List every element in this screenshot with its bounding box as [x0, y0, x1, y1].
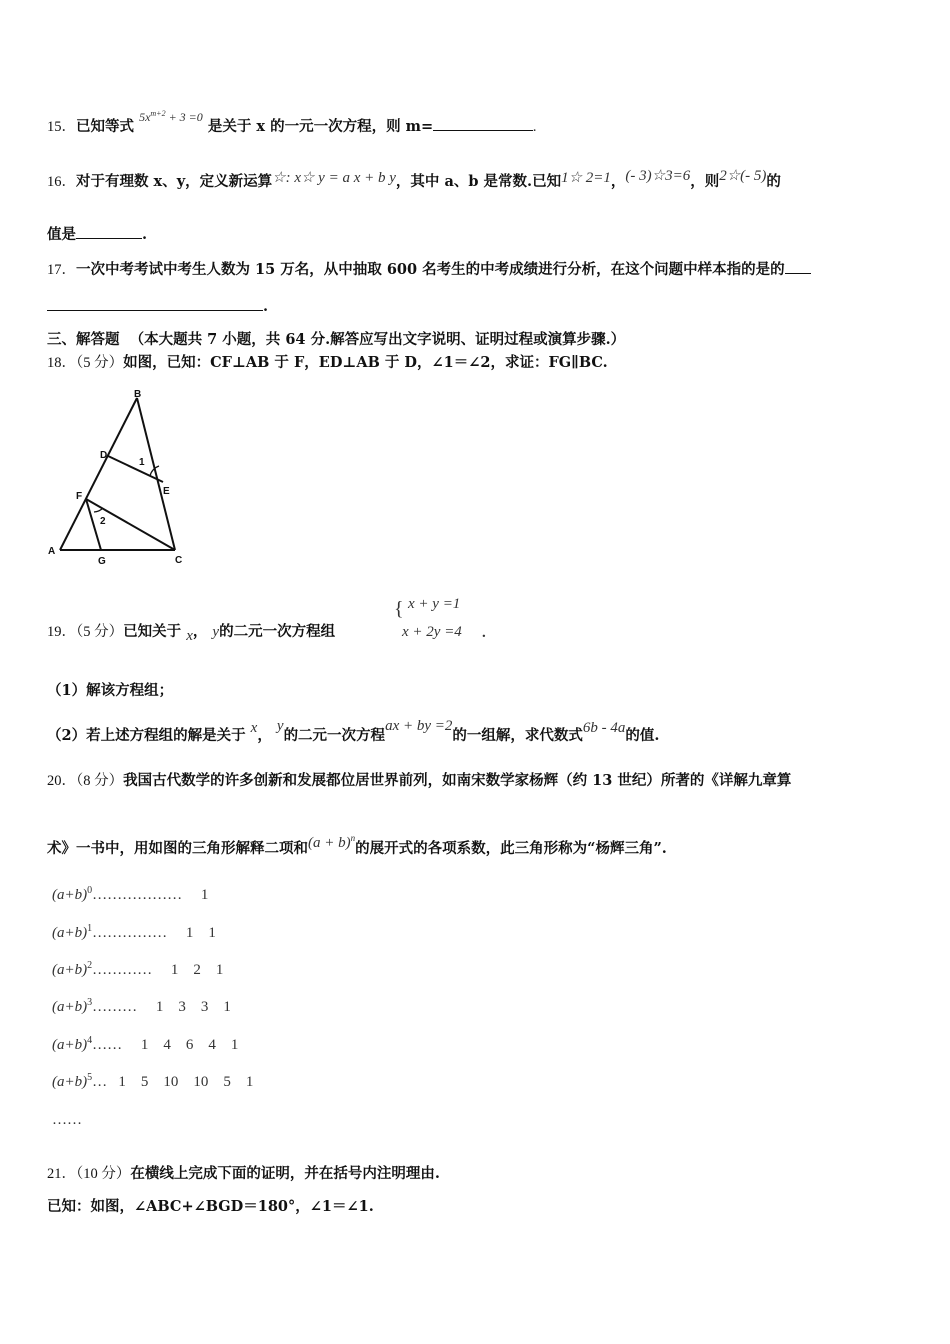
row-exp: 0 [87, 885, 93, 896]
question-16 [47, 168, 910, 192]
label-a: A [48, 546, 56, 557]
row-exp: 4 [87, 1035, 93, 1046]
row-lhs: (a+b) [52, 887, 88, 903]
q20-line2-a: 术》一书中，用如图的三角形解释二项和 [47, 840, 308, 857]
q21-text: 在横线上完成下面的证明，并在括号内注明理由. [130, 1165, 440, 1182]
row-lhs: (a+b) [52, 999, 88, 1015]
binomial-expression [308, 835, 355, 851]
q16-operation-definition: ☆: x☆ y = a x + b y [272, 170, 396, 186]
label-d: D [100, 450, 108, 461]
row-exp: 1 [87, 923, 93, 934]
q15-equation [139, 110, 203, 124]
system-end: . [482, 625, 486, 641]
row-exp: 5 [87, 1072, 93, 1083]
label-c: C [175, 555, 183, 566]
q16-condition-2: (- 3)☆3=6 [625, 168, 691, 184]
row-coefficients: 1 [200, 887, 209, 903]
row-dots: ………… [92, 962, 153, 978]
q16-condition-1: 1☆ 2=1 [561, 170, 611, 186]
q20-line2-b: 的展开式的各项系数，此三角形称为“杨辉三角”. [355, 840, 667, 857]
q16-target: 2☆(- 5) [719, 168, 767, 184]
label-g: G [98, 556, 106, 567]
row-dots: … [92, 1074, 108, 1090]
triangle-row [52, 1035, 238, 1054]
q19-part2-d: 的值. [625, 727, 660, 744]
angle-2-arc [94, 508, 103, 512]
question-19-part2 [47, 718, 910, 746]
answer-blank-17a[interactable] [785, 259, 811, 274]
row-exp: 2 [87, 960, 93, 971]
q19-part1: （1）解该方程组； [47, 682, 174, 699]
label-e: E [163, 486, 170, 497]
question-17 [47, 259, 910, 280]
side-bc [137, 398, 175, 550]
var-x: x [186, 628, 193, 644]
section-note: （本大题共 7 小题，共 64 分.解答应写出文字说明、证明过程或演算步骤.） [129, 331, 626, 348]
triangle-ellipsis: …… [52, 1112, 82, 1128]
triangle-row [52, 997, 231, 1016]
q18-text: 如图，已知：CF⊥AB 于 F，ED⊥AB 于 D，∠1＝∠2，求证：FG∥BC. [123, 354, 608, 371]
question-score: （5 分） [76, 355, 124, 371]
q21-given: 已知：如图，∠ABC+∠BGD＝180°，∠1＝∠1. [47, 1198, 374, 1215]
label-f: F [76, 491, 83, 502]
question-15 [47, 109, 910, 137]
question-21-given [47, 1197, 910, 1217]
binomial-exponent: n [350, 833, 356, 843]
row-lhs: (a+b) [52, 1074, 88, 1090]
row-lhs: (a+b) [52, 1037, 88, 1053]
q19-text2: 的二元一次方程组 [219, 623, 336, 640]
q17-end: . [263, 298, 269, 315]
q16-middle: ，其中 a、b 是常数.已知 [395, 173, 562, 190]
q18-triangle-figure [46, 386, 196, 572]
system-equation-1: x + y =1 [408, 596, 461, 612]
q17-text: 一次中考考试中考生人数为 15 万名，从中抽取 600 名考生的中考成绩进行分析，在这个问题中样本指的是的 [76, 261, 785, 278]
question-21 [47, 1164, 910, 1184]
row-coefficients: 1 2 1 [170, 962, 224, 978]
q16-sep: ， [610, 173, 626, 190]
triangle-row [52, 923, 216, 942]
question-20-line2 [47, 834, 910, 859]
label-b: B [134, 389, 142, 400]
question-number: 19． [47, 624, 76, 640]
question-score: （5 分） [76, 624, 124, 640]
question-number: 17． [47, 262, 76, 278]
row-dots: …… [92, 1037, 123, 1053]
q16-then: ，则 [690, 173, 720, 190]
question-number: 15． [47, 119, 76, 135]
label-angle-2: 2 [100, 516, 106, 527]
q19-comma: ， [192, 623, 208, 640]
q20-line1: 我国古代数学的许多创新和发展都位居世界前列，如南宋数学家杨辉（约 13 世纪）所著的《详解九章算 [123, 772, 792, 789]
label-angle-1: 1 [139, 457, 145, 468]
q19-part2-b: 的二元一次方程 [283, 727, 386, 744]
q19-comma: ， [257, 727, 272, 744]
triangle-row [52, 1072, 253, 1091]
binomial-base: (a + b) [308, 835, 351, 851]
q16-line2-end: . [142, 226, 148, 243]
q15-middle: 是关于 x 的一元一次方程，则 m= [207, 118, 434, 135]
q19-part2-equation: ax + by =2 [385, 718, 453, 734]
row-lhs: (a+b) [52, 925, 88, 941]
answer-blank-16[interactable] [76, 224, 142, 239]
triangle-row [52, 885, 208, 904]
q16-tail: 的 [766, 173, 781, 190]
question-score: （10 分） [76, 1166, 131, 1182]
question-number: 20． [47, 773, 76, 789]
row-coefficients: 1 3 3 1 [155, 999, 231, 1015]
side-ab [60, 398, 137, 550]
question-number: 21． [47, 1166, 76, 1182]
row-lhs: (a+b) [52, 962, 88, 978]
q19-part2-c: 的一组解，求代数式 [452, 727, 583, 744]
section-3-heading [47, 330, 910, 350]
question-number: 18． [47, 355, 76, 371]
section-title: 三、解答题 [47, 331, 120, 348]
question-16-line2 [47, 224, 910, 245]
question-18 [47, 353, 910, 373]
question-20 [47, 771, 910, 791]
row-dots: …………… [92, 925, 168, 941]
row-coefficients: 1 5 10 10 5 1 [118, 1074, 254, 1090]
answer-blank-15[interactable] [433, 116, 533, 131]
q15-suffix: . [533, 119, 537, 135]
question-score: （8 分） [76, 773, 124, 789]
triangle-row [52, 960, 223, 979]
q16-prefix: 对于有理数 x、y，定义新运算 [76, 173, 273, 190]
row-coefficients: 1 1 [185, 925, 216, 941]
question-17-line2 [47, 296, 910, 317]
q19-part2-expression: 6b - 4a [582, 720, 626, 736]
var-y: y [212, 624, 220, 640]
var-x: x [250, 720, 258, 736]
var-y: y [276, 718, 284, 734]
q15-eq-exp: m+2 [150, 109, 166, 118]
row-exp: 3 [87, 997, 93, 1008]
system-brace: { [394, 598, 404, 620]
row-coefficients: 1 4 6 4 1 [140, 1037, 239, 1053]
question-19 [47, 622, 910, 642]
q16-line2: 值是 [47, 226, 76, 243]
question-number: 16． [47, 174, 76, 190]
question-19-part1 [47, 681, 910, 701]
q19-text1: 已知关于 [123, 623, 182, 640]
q19-part2-a: （2）若上述方程组的解是关于 [47, 727, 246, 744]
q15-eq-rest: + 3 =0 [165, 110, 203, 124]
answer-blank-17b[interactable] [47, 296, 263, 311]
q15-eq-base: 5x [139, 110, 151, 124]
row-dots: ……… [92, 999, 138, 1015]
row-dots: ……………… [92, 887, 183, 903]
q15-prefix: 已知等式 [76, 118, 134, 135]
system-equation-2: x + 2y =4 [402, 624, 462, 640]
